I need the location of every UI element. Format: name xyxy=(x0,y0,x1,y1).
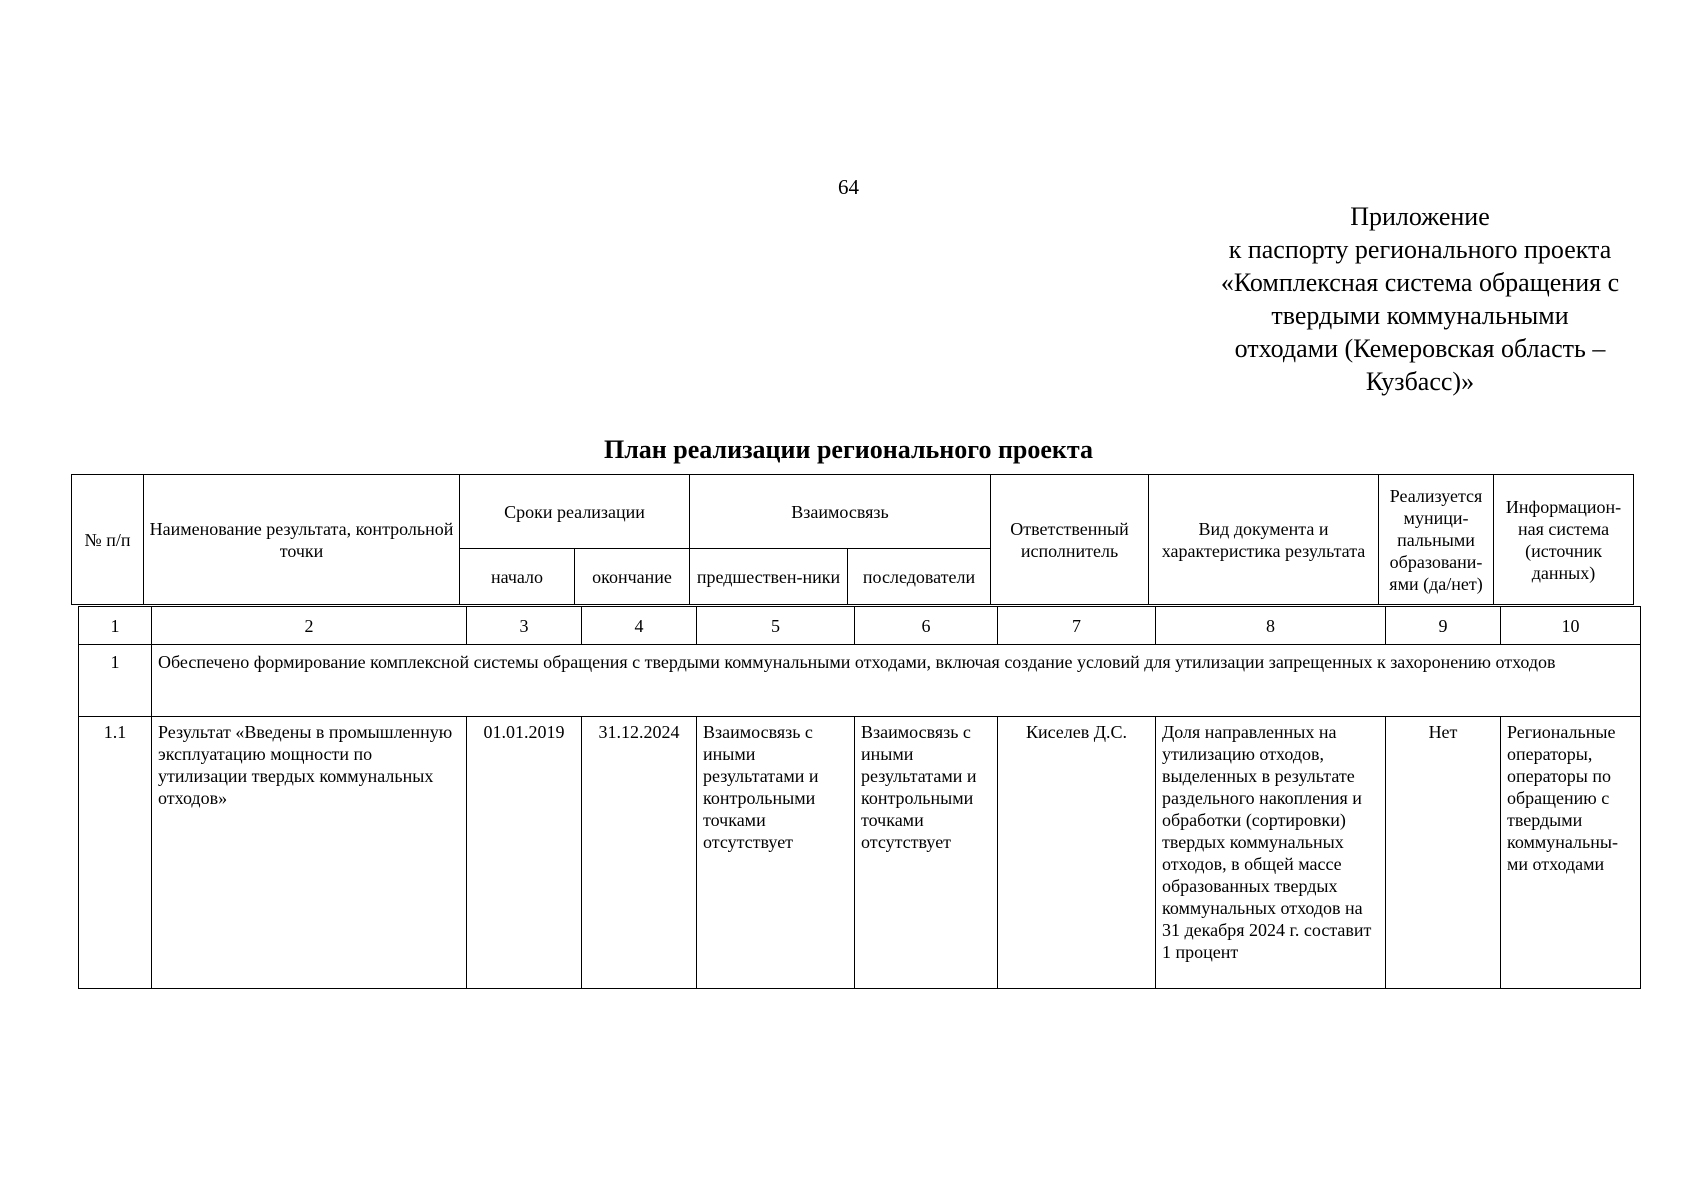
header-num: № п/п xyxy=(72,475,144,605)
header-successors: последователи xyxy=(848,549,991,605)
document-title: План реализации регионального проекта xyxy=(604,435,1093,464)
header-municipal: Реализуется муници-пальными образовани-ями (да/нет) xyxy=(1379,475,1494,605)
column-number: 2 xyxy=(152,607,467,645)
column-number: 6 xyxy=(855,607,998,645)
header-doc-type: Вид документа и характеристика результата xyxy=(1149,475,1379,605)
appendix-line: Кузбасс)» xyxy=(1365,367,1475,396)
group-row-num: 1 xyxy=(79,645,152,717)
table-row xyxy=(79,717,1641,989)
column-number: 7 xyxy=(998,607,1156,645)
column-number-row xyxy=(79,607,1641,645)
header-executor: Ответственный исполнитель xyxy=(991,475,1149,605)
appendix-line: отходами (Кемеровская область – xyxy=(1234,334,1606,363)
column-number: 9 xyxy=(1386,607,1501,645)
column-number: 3 xyxy=(467,607,582,645)
column-number: 8 xyxy=(1156,607,1386,645)
row-doc-type: Доля направленных на утилизацию отходов, выделенных в результате раздельного накопления и обработки (сортировки) твердых коммунальных отходов, в общей массе образованных твердых коммунальных отходов на 31 декабря 2024 г. составит 1 процент xyxy=(1156,717,1386,989)
row-predecessors: Взаимосвязь с иными результатами и контрольными точками отсутствует xyxy=(697,717,855,989)
row-successors: Взаимосвязь с иными результатами и контрольными точками отсутствует xyxy=(855,717,998,989)
appendix-block xyxy=(1190,200,1650,398)
header-predecessors: предшествен-ники xyxy=(690,549,848,605)
appendix-line: Приложение xyxy=(1350,202,1490,231)
plan-table-header xyxy=(71,474,1634,605)
appendix-line: «Комплексная система обращения с xyxy=(1220,268,1620,297)
row-start: 01.01.2019 xyxy=(467,717,582,989)
column-number: 10 xyxy=(1501,607,1641,645)
appendix-line: к паспорту регионального проекта xyxy=(1228,235,1612,264)
plan-table-body xyxy=(78,606,1641,989)
header-end: окончание xyxy=(575,549,690,605)
header-info-system: Информацион-ная система (источник данных) xyxy=(1494,475,1634,605)
row-num: 1.1 xyxy=(79,717,152,989)
row-municipal: Нет xyxy=(1386,717,1501,989)
header-terms: Сроки реализации xyxy=(460,475,690,549)
group-row xyxy=(79,645,1641,717)
column-number: 1 xyxy=(79,607,152,645)
header-relation: Взаимосвязь xyxy=(690,475,991,549)
header-start: начало xyxy=(460,549,575,605)
column-number: 5 xyxy=(697,607,855,645)
row-executor: Киселев Д.С. xyxy=(998,717,1156,989)
appendix-line: твердыми коммунальными xyxy=(1271,301,1569,330)
page-number: 64 xyxy=(838,175,859,199)
header-name: Наименование результата, контрольной точки xyxy=(144,475,460,605)
column-number: 4 xyxy=(582,607,697,645)
row-name: Результат «Введены в промышленную эксплуатацию мощности по утилизации твердых коммунальных отходов» xyxy=(152,717,467,989)
row-info-system: Региональные операторы, операторы по обращению с твердыми коммунальны-ми отходами xyxy=(1501,717,1641,989)
group-row-text: Обеспечено формирование комплексной системы обращения с твердыми коммунальными отходами, включая создание условий для утилизации запрещенных к захоронению отходов xyxy=(152,645,1641,717)
row-end: 31.12.2024 xyxy=(582,717,697,989)
